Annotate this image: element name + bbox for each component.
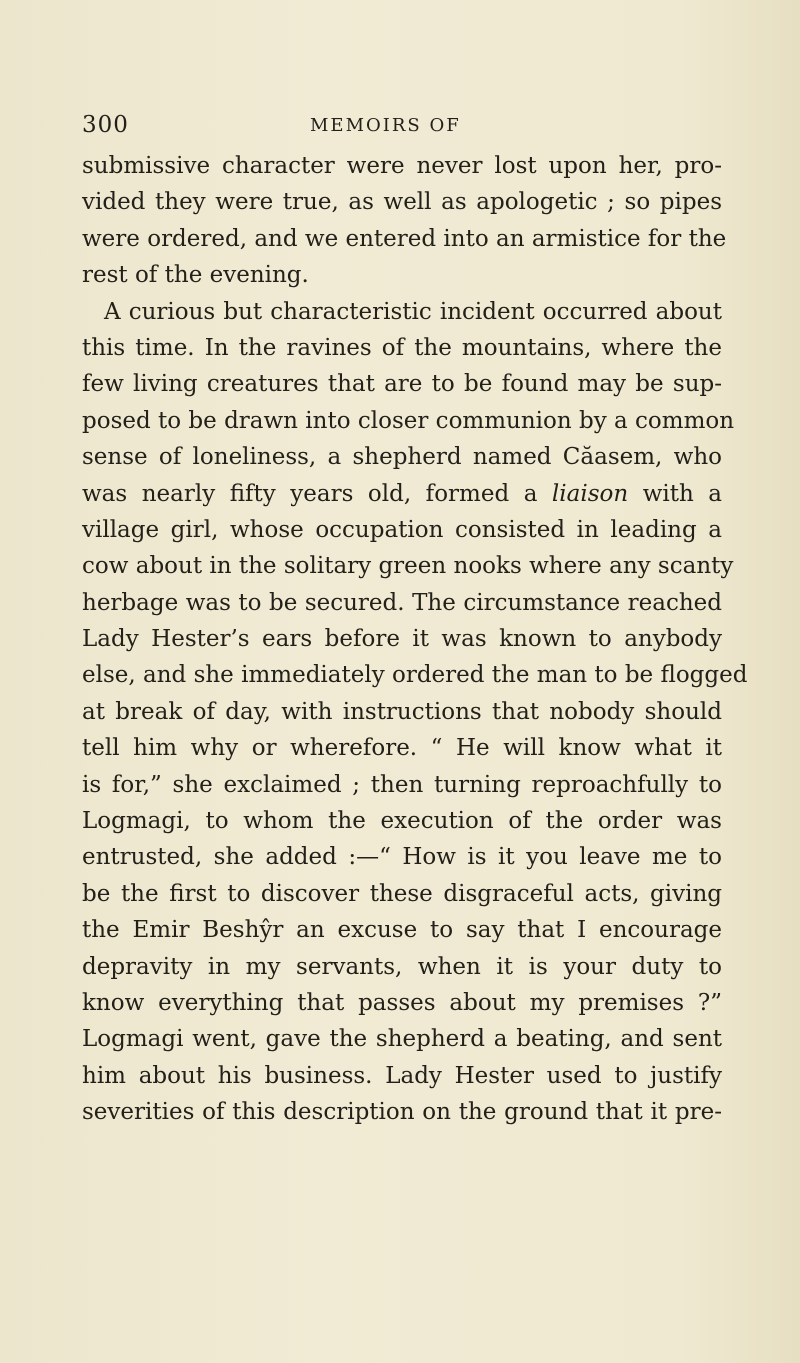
- body-text: [82, 148, 748, 1131]
- text-line: submissive character were never lost upon her, pro-: [82, 153, 722, 179]
- italic-word: liaison: [551, 480, 629, 507]
- text-line: be the first to discover these disgraceful acts, giving: [82, 880, 722, 907]
- text-line: posed to be drawn into closer communion by a common: [82, 407, 735, 434]
- text-line: cow about in the solitary green nooks where any scanty: [82, 553, 734, 580]
- text-segment: with a: [642, 480, 723, 507]
- text-line: him about his business. Lady Hester used to justify: [82, 1062, 722, 1089]
- text-line: Lady Hester’s ears before it was known to anybody: [82, 626, 722, 653]
- text-line: herbage was to be secured. The circumstance reached: [82, 589, 722, 616]
- text-line: were ordered, and we entered into an armistice for the: [82, 225, 727, 252]
- running-title: MEMOIRS OF: [310, 115, 461, 136]
- text-segment: was nearly fifty years old, formed a: [82, 480, 538, 507]
- text-line: know everything that passes about my premises ?”: [82, 989, 722, 1016]
- text-line: entrusted, she added :—“ How is it you leave me to: [82, 844, 722, 871]
- text-line: vided they were true, as well as apologetic ; so pipes: [82, 189, 722, 216]
- text-line: depravity in my servants, when it is your duty to: [82, 953, 722, 980]
- text-line: Logmagi, to whom the execution of the order was: [82, 808, 722, 835]
- text-line: at break of day, with instructions that nobody should: [82, 698, 722, 725]
- text-line: village girl, whose occupation consisted in leading a: [82, 516, 722, 543]
- text-line: else, and she immediately ordered the man to be flogged: [82, 662, 748, 689]
- text-line: [82, 476, 722, 512]
- page-number: 300: [82, 112, 129, 138]
- text-line: is for,” she exclaimed ; then turning reproachfully to: [82, 771, 722, 798]
- text-line: tell him why or wherefore. “ He will know what it: [82, 735, 722, 762]
- text-line: rest of the evening.: [82, 262, 309, 289]
- text-line: severities of this description on the ground that it pre-: [82, 1099, 722, 1126]
- text-line: A curious but characteristic incident occurred about: [104, 298, 722, 325]
- text-line: the Emir Beshŷr an excuse to say that I encourage: [82, 917, 722, 944]
- text-line: Logmagi went, gave the shepherd a beating, and sent: [82, 1026, 722, 1053]
- text-line: few living creatures that are to be found may be sup-: [82, 371, 722, 398]
- running-head: [82, 112, 722, 142]
- text-line: sense of loneliness, a shepherd named Căasem, who: [82, 444, 722, 471]
- text-line: this time. In the ravines of the mountains, where the: [82, 334, 722, 361]
